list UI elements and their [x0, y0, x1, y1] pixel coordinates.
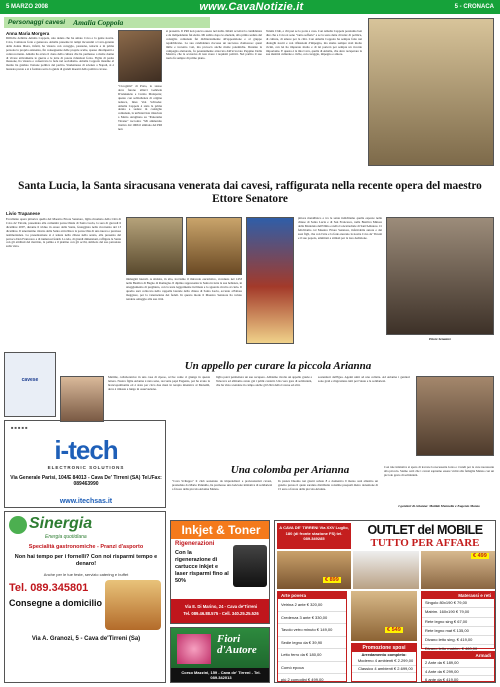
- ad-sinergia-line2: Non hai tempo per i fornelli? Con noi risparmi tempo e denaro!: [14, 554, 158, 567]
- ad-inkjet-address: Via E. Di Marino, 24 - Cava de'Tirreni: [184, 604, 258, 609]
- main-col2: immagini laterali. A sinistra, in alto, troviamo il miracolo eucaristico, avvenuto nel 1433 nella Basilica di Bagno di Romagna. Il dipinto rappresenta la Santa in tutta la sua bellezza, in atteggiamento di preghiera, con la testa leggermente inclinata e lo sguardo rivolto al cielo. Il quadro sarà collocato nella cappella laterale della chiesa di Santa Lucia, accanto all'altare maggiore, per la venerazione dei fedeli. In questo modo il Maestro Senatore ha voluto rendere omaggio alla sua città.: [126, 278, 242, 301]
- materassi-title: Materassi e reti: [422, 592, 494, 599]
- main-author: Livio Trapanese: [6, 211, 41, 216]
- ad-outlet-sub: TUTTO PER AFFARE: [370, 537, 480, 549]
- main-col3: pittore metaffisico e tra le sante indichiamo quelle esposte nelle chiese di Santa Lucia e di San Francesco, nella Basilica Minore della Madonna dell'Olmo e nella Concattedrale di Sant'Adiutore. Ci felicitiamo col Maestro Ettore Senatore, infaticabile autore e dei suoi figli, che con l'arte e la fede onorano la nostra Cava de' Tirreni e il suo popolo, ammirati e stimati per la loro dedizione.: [298, 217, 382, 240]
- ad-outlet-title: OUTLET del MOBILE: [367, 523, 483, 537]
- arte-item: Sedie legno da € 39,90: [278, 637, 346, 650]
- ad-outlet-top: A CAVA DE' TIRRENI Via XXV Luglio, 180 (di fronte stazione FS) tel. 089.349285: [277, 523, 351, 549]
- ad-fiori-address: Corso Mazzini, 159 - Cava de' Tirreni - Tel. 089.342013: [171, 668, 270, 683]
- flower-icon: [177, 634, 211, 664]
- cartridge-icon: [233, 545, 267, 587]
- rubric-bar: [4, 17, 210, 28]
- rubric-author: Anna Maria Morgera: [6, 31, 50, 36]
- arianna-sub3: Con tale iniziativa si spera di trovare la necessaria forza e i fondi per le cure necessarie alla piccola. Siamo certi che i cavesi sapranno essere vicini alla famiglia Manzo con un piccolo gesto di solidarietà.: [384, 466, 494, 477]
- ad-sinergia-delivery: Consegne a domicilio: [9, 598, 103, 608]
- ad-itech-logos: ■ ■ ■ ■ ■: [11, 425, 28, 430]
- rubric-col4: Tennis Club, e chi può se lo porta a casa. Con Amalia Coppola possiamo ben dire che a Cava si sono "tanto sofferte" e se la sono dette di tutte: di politica, di cultura, di amore per la città. Con Amalia Coppola ha sempre fatto nei dialoghi nostri e con riflessioni d'impegno, ma siamo sempre stati molto vicini, con lei ho imparato molto e di lei porterò per sempre un ricordo importante. E questa è la mia Cava, quella di Amalia, che deve recuperare la sua identità culturale e civile, con coraggio, impegno e amore.: [266, 30, 362, 57]
- senatore-caption: Ettore Senatore: [429, 337, 451, 341]
- rubric-photo: [368, 18, 494, 166]
- ad-sinergia-address: Via A. Granozi, 5 - Cava de'Tirreni (Sa): [31, 636, 141, 642]
- rubric-col3: si presentò. Il PRI non poteva essere nel nulla. Infatti accettai la candidatura e da indipendente fui eletta. Mi subito dopo le elezioni, alla prima seduta del consiglio comunale fui dichiaratamente all'opposizione e al gruppo repubblicano. La sua candidatura riscosse un successo clamoroso: quasi mille e trecento voti, ma provocò anche molte polemiche. Durante la campagna elettorale, fu pesantemente attaccata dall'avvocato Peppino Della Monica, che la accusava di non avere i requisiti politici. Nel partito il suo ruolo fu sempre di primo piano.: [166, 30, 262, 61]
- ad-inkjet-slogan: Con la rigenerazione di cartucce inkjet e laser risparmi fino al 50%: [175, 550, 229, 584]
- materassi-item: Rete legno sing € 67,00: [422, 618, 494, 627]
- materassi-box: [421, 591, 495, 652]
- ad-inkjet-tel: Tel. 089.46.88.575 - Cell. 340.25.25.526: [183, 611, 259, 616]
- promo-list: [352, 658, 416, 673]
- section-label: 5 - CRONACA: [454, 4, 494, 10]
- arte-item: Credenza 3 ante € 330,00: [278, 612, 346, 625]
- armadi-box: [421, 651, 495, 682]
- materassi-item: Divano letto sing. € 419,00: [422, 636, 494, 645]
- ad-itech-address: Via Generale Parisi, 104/E 84013 - Cava De' Tirreni (SA) Tel./Fax: 089463990: [10, 475, 162, 487]
- food-photo: [105, 580, 161, 630]
- materassi-item: Rete legno mat € 135,00: [422, 627, 494, 636]
- materassi-item: Divano letto matrim. € 460,00: [422, 645, 494, 654]
- armadi-item: 2 Ante da € 189,00: [422, 659, 494, 668]
- ad-itech-name: i-tech: [54, 435, 118, 465]
- amalia-portrait: [118, 30, 162, 82]
- arianna-sub2: In piazza Duomo nei giorni sabato 8 e domenica 9 marzo sarà allestito un gazebo presso il quale saranno distribuite colombe pasquali dietro donazione di 15 euro a favore della piccola Arianna.: [278, 480, 378, 491]
- price-1: € 899: [325, 577, 339, 583]
- article-photo-2: [186, 217, 242, 275]
- arianna-title: Un appello per curare la piccola Arianna: [184, 360, 372, 372]
- bedroom-photo: [353, 551, 419, 589]
- ad-cavese[interactable]: [4, 352, 56, 417]
- promo-box: [351, 643, 417, 682]
- site-url[interactable]: www.CavaNotizie.it: [199, 1, 304, 13]
- ad-sinergia-line3: Anche per le tue feste, servizio catering e buffet: [43, 572, 129, 577]
- sofa-photo: [277, 551, 351, 589]
- materassi-list: [422, 599, 494, 655]
- ad-itech-web[interactable]: www.itechsas.it: [59, 498, 113, 505]
- armadi-item: 6 ante da € 419,00: [422, 676, 494, 683]
- main-col1: Eccellente opera pittorica quella del Maestro Ettore Senatore, figlio rinomato della Città di Cava de' Tirreni, presentata alla comunità parrocchiale di Santa Lucia, la sera di giovedì 6 dicembre 2007, durante il triduo in onore della Santa, festeggiata nella ricorrenza del 13 dicembre. Il tenerissimo ritratto della Santa arricchisce la parrocchia di una nuova e preziosa testimonianza. La presentazione si è tenuta nella chiesa nella serata, alla presenza del parroco Don Francesco e di numerosi fedeli. La tela, di grandi dimensioni, raffigura la Santa con gli attributi del martirio, la palma e il piattino con gli occhi, simbolo del suo patronato sulla vista.: [6, 218, 121, 249]
- arianna-col1: Matilde, collaboratrice in una casa di riposo, scrive come ci giunge in questa lettera. Nostra figlia Arianna è nata sana, racconta papà Eugenio, poi ha avuto la broncopolmonite ed è stata per circa due mesi in terapia intensiva al Monaldi, dove è rimasta a lungo in osservazione.: [108, 376, 210, 391]
- ad-fiori-name: Fiori d'Autore: [217, 633, 257, 656]
- article-photo-1: [126, 217, 183, 275]
- materassi-item: Singolo 80x190 € 79,00: [422, 599, 494, 608]
- ad-sinergia-name: Sinergia: [29, 515, 93, 532]
- ad-cavese-text: cavese: [21, 377, 39, 383]
- ad-inkjet-sub: Rigenerazioni: [175, 541, 215, 547]
- ad-fiori[interactable]: [170, 627, 270, 683]
- ad-itech-sub: ELECTRONIC SOLUTIONS: [47, 465, 125, 470]
- ad-sinergia[interactable]: [4, 511, 166, 683]
- materassi-item: Matrim. 160x190 € 79,00: [422, 608, 494, 617]
- price-2: € 499: [473, 553, 487, 559]
- arte-povera-box: [277, 591, 347, 682]
- arianna-sub1: "Cava Sviluppo" il club sostenuto da imprenditori e professionisti cavesi, presieduto da Mario Pannullo, ha promosso una lodevole iniziativa di solidarietà a favore della piccola Arianna Manzo.: [172, 480, 272, 491]
- page-header: [0, 0, 500, 14]
- rubric-label: Personaggi cavesi: [8, 19, 66, 26]
- arte-item: Vetrina 2 ante € 320,00: [278, 599, 346, 612]
- arte-item: Tavolo vetro minuto € 149,00: [278, 624, 346, 637]
- ad-inkjet[interactable]: [170, 520, 270, 624]
- armadi-title: Armadi: [422, 652, 494, 659]
- promo-item: Classico 4 ambienti € 2.699,00: [352, 666, 416, 674]
- main-headline: Santa Lucia, la Santa siracusana venerata dai cavesi, raffigurata nella recente opera del maestro Ettore Senatore: [18, 180, 482, 205]
- senatore-photo: [386, 217, 494, 335]
- arianna-col2: figlia potrà permettere un suo recupero. Abbiamo rivolto un appello grazie a Telecava ed abbiamo avuto già i primi contatti. Una vera gara di solidarietà, che ha visto scendere in campo anche gli Ultrà della Cavese ed altri.: [216, 376, 312, 387]
- sinergia-logo-icon: [9, 516, 27, 534]
- promo-item: Moderno 4 ambienti € 2.299,00: [352, 658, 416, 666]
- arte-item: Comò epoca: [278, 662, 346, 675]
- arte-item: Letto ferro da € 180,00: [278, 649, 346, 662]
- issue-date: 5 MARZO 2008: [6, 4, 49, 10]
- ad-outlet[interactable]: [274, 520, 496, 683]
- kitchen-photo: [351, 591, 417, 641]
- arianna-subtitle: Una colomba per Arianna: [230, 464, 350, 476]
- ad-inkjet-title: Inkjet & Toner: [171, 521, 270, 539]
- promo-sub: Arredamento completo:: [361, 652, 407, 657]
- ad-sinergia-line1: Specialità gastronomiche - Pranzi d'asporto: [28, 544, 144, 550]
- rubric-col1: Difficile definire Amalia Coppola, una donna che ha amato Cava e la gente nostra. Cava, Cantatore forte e generosa. Amalia presente in tempi incostanti a Cava-gerente della donna libera, infatti, ha vissuto con coraggio, passione, tenacia e in prima persona la propria esistenza, fin conseguenze delle proprie scelte, spesso dirompenti e controcorrente. Amalia ha avuto il dono della cultura che ha permesso a molte donne di vivere attivamente le guerre e le lotte di potere ridandosi forza. Figlia di padre massone, ha vissuto e conservato la fede nel socialismo. Amalia Coppola insieme al marito ha guidato l'azione politica del partito. Studentessa di scienze a Napoli, si è laureata presto e si è formata sotto la guida di grandi maestri della politica cavese.: [6, 37, 114, 72]
- arianna-col3: sostenitori dell'Igea. Agenti uniti ad una colletta. Ad Arianna i genitori sono grati e ringraziano tutti per l'aiuto e la solidarietà.: [318, 376, 410, 383]
- ad-inkjet-contacts: [171, 599, 270, 624]
- arianna-col1-cont: [60, 425, 104, 455]
- rubric-col2: "Cicognini" di Prato, lo stesso dove furono allievi Gabriele D'Annunzio e Curzio Malaparte; questo con sobbollenza di origine tedesca, lines Von Schroder. Amalia Coppola è stata la prima donna a sedere in consiglio comunale, la un'intervista rilasciata a Mario Avagliano su "Panorama Tirreno" racconta: "Mi ammonito tirativo dal 1966 il simbolo del PRI non: [118, 85, 162, 131]
- rubric-name: Amalia Coppola: [73, 18, 124, 27]
- armadi-list: [422, 659, 494, 683]
- arte-list: [278, 599, 346, 683]
- arte-title: Arte povera: [278, 592, 346, 599]
- promo-title: Promozione sposi: [352, 644, 416, 652]
- arianna-parents-photo: [416, 376, 494, 456]
- santa-lucia-painting: [246, 217, 294, 344]
- arianna-photo: [60, 376, 104, 422]
- arte-item: più 2 comodini € 499,00: [278, 674, 346, 683]
- armadi-item: 4 Ante da € 299,00: [422, 668, 494, 677]
- ad-sinergia-sub: Energia quotidiana: [45, 534, 87, 540]
- price-3: € 549: [387, 627, 401, 633]
- ad-sinergia-phone: Tel. 089.345801: [9, 582, 89, 594]
- arianna-caption: I genitori di Arianna: Matilde Mennella e Eugenio Manzo: [398, 504, 480, 508]
